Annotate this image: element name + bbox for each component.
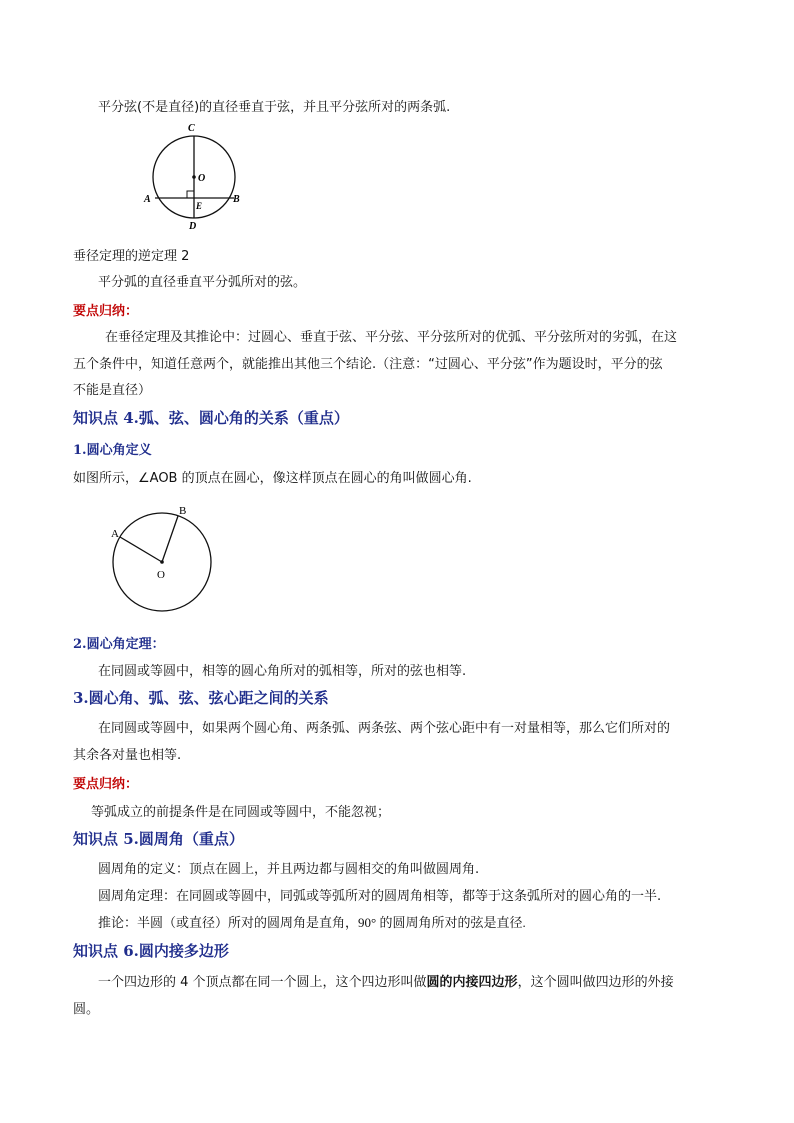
label-a: A [111, 528, 119, 540]
label-c: C [188, 123, 195, 134]
inscribed-angle-definition: 圆周角的定义：顶点在圆上，并且两边都与圆相交的角叫做圆周角. [98, 862, 480, 877]
equal-arc-note: 等弧成立的前提条件是在同圆或等圆中，不能忽视； [91, 805, 391, 820]
kp6-line-2: 圆。 [73, 1002, 100, 1017]
inscribed-angle-corollary [98, 912, 526, 931]
relation-line-2: 其余各对量也相等. [73, 748, 182, 763]
inscribed-quadrilateral-term: 圆的内接四边形 [426, 975, 518, 990]
summary-label-1: 要点归纳： [73, 304, 139, 319]
center-dot [192, 175, 196, 179]
inscribed-angle-theorem: 圆周角定理：在同圆或等圆中，同弧或等弧所对的圆周角相等，都等于这条弧所对的圆心角的一半. [98, 889, 662, 904]
summary-1-line-1: 在垂径定理及其推论中：过圆心、垂直于弦、平分弦、平分弦所对的优弧、平分弦所对的劣弧，在这 [105, 330, 678, 345]
corollary-part-b: 90° 的圆周角所对的弦是直径. [358, 915, 526, 930]
kp4-heading: 知识点 4.弧、弦、圆心角的关系（重点） [73, 409, 349, 427]
right-angle-mark [187, 191, 194, 198]
central-angle-definition: 如图所示，∠AOB 的顶点在圆心，像这样顶点在圆心的角叫做圆心角. [73, 471, 472, 486]
intro-line: 平分弦(不是直径)的直径垂直于弦，并且平分弦所对的两条弧. [98, 100, 451, 115]
kp4-subheading-1: 1.圆心角定义 [73, 443, 152, 458]
radius-oa [120, 537, 162, 562]
kp6-heading: 知识点 6.圆内接多边形 [73, 942, 229, 960]
central-angle-theorem: 在同圆或等圆中，相等的圆心角所对的弧相等，所对的弦也相等. [98, 664, 467, 679]
summary-label-2: 要点归纳： [73, 777, 139, 792]
perpendicular-diameter-figure [138, 118, 253, 236]
corollary-part-a: 推论：半圆（或直径）所对的圆周角是直角， [98, 916, 359, 931]
label-b: B [233, 194, 240, 205]
kp4-subheading-2: 2.圆心角定理： [73, 637, 165, 652]
converse-theorem-2-title: 垂径定理的逆定理 2 [73, 249, 190, 264]
radius-ob [162, 516, 178, 562]
label-o: O [157, 569, 165, 581]
center-dot [160, 560, 164, 564]
label-a: A [144, 194, 151, 205]
label-o: O [198, 173, 206, 184]
kp5-heading: 知识点 5.圆周角（重点） [73, 830, 244, 848]
relation-line-1: 在同圆或等圆中，如果两个圆心角、两条弧、两条弦、两个弦心距中有一对量相等，那么它们所对的 [98, 721, 671, 736]
kp6-line-1 [98, 971, 674, 990]
label-d: D [189, 221, 197, 232]
kp6-line-1-end: ，这个圆叫做四边形的外接 [517, 975, 674, 990]
converse-theorem-2-text: 平分弧的直径垂直平分弧所对的弦。 [98, 275, 307, 290]
summary-1-line-3: 不能是直径） [73, 383, 152, 398]
kp4-subheading-3: 3.圆心角、弧、弦、弦心距之间的关系 [73, 689, 329, 707]
kp6-line-1-start: 一个四边形的 4 个顶点都在同一个圆上，这个四边形叫做 [98, 975, 427, 990]
central-angle-figure [104, 500, 219, 616]
label-e: E [196, 201, 203, 211]
summary-1-line-2: 五个条件中，知道任意两个，就能推出其他三个结论.（注意：“过圆心、平分弦”作为题设时，平分的弦 [73, 357, 663, 372]
label-b: B [179, 505, 187, 517]
